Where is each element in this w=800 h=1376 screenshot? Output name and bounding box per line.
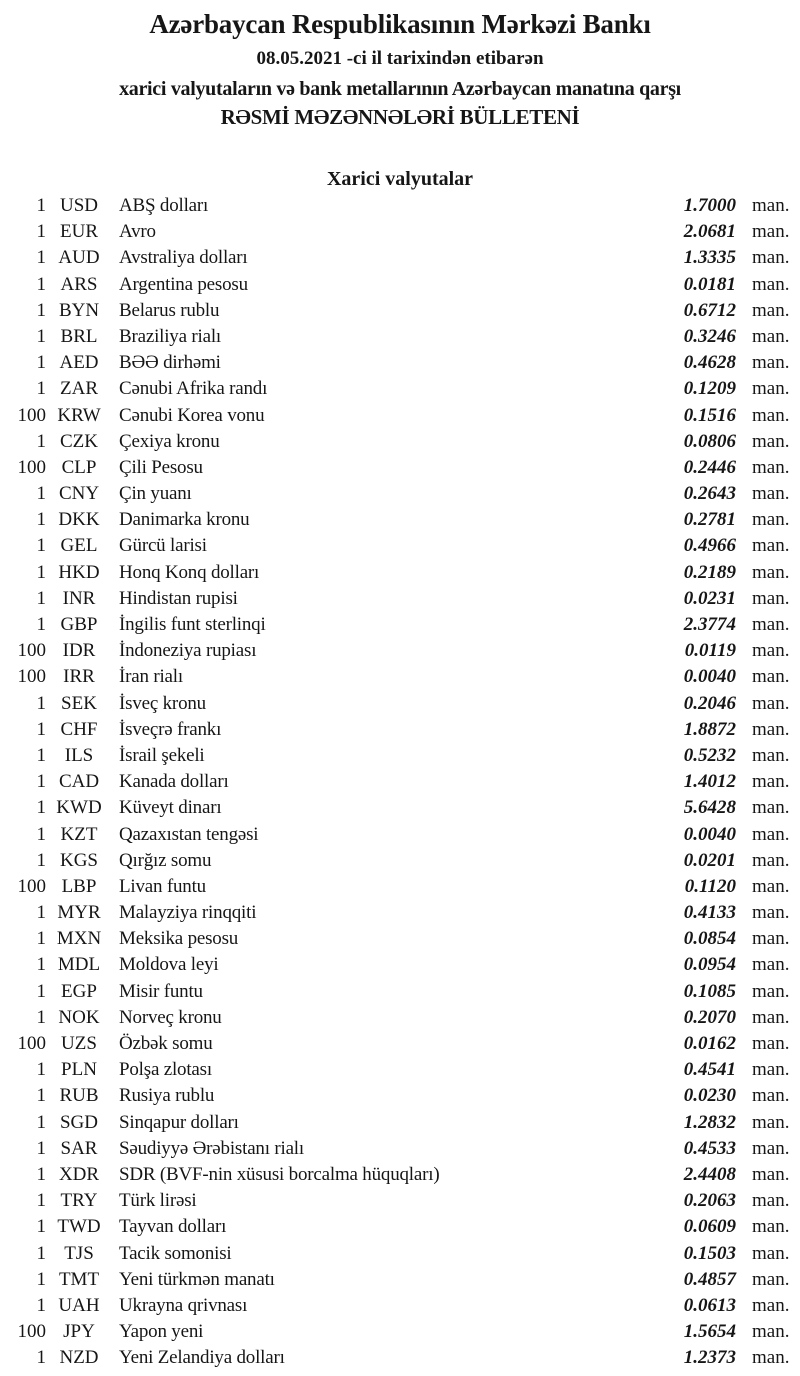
row-unit-label: man.	[752, 718, 790, 740]
rate-row	[0, 612, 800, 638]
row-quantity: 1	[36, 299, 46, 321]
row-rate-value: 0.2446	[683, 456, 736, 478]
row-currency-code: AUD	[58, 247, 100, 269]
row-quantity: 1	[36, 823, 46, 845]
row-currency-code: MDL	[57, 954, 101, 976]
row-currency-code: JPY	[63, 1321, 95, 1343]
row-currency-name: İran rialı	[119, 666, 183, 688]
row-quantity: 1	[36, 247, 46, 269]
row-currency-code: INR	[62, 587, 96, 609]
row-unit-label: man.	[752, 247, 790, 269]
row-rate-value: 0.0806	[683, 430, 736, 452]
rates-table	[0, 193, 800, 1371]
row-currency-code: CNY	[58, 483, 100, 505]
row-quantity: 1	[36, 614, 46, 635]
row-currency-code: CLP	[61, 456, 97, 478]
row-rate-value: 0.0609	[683, 1216, 736, 1238]
row-currency-code: CZK	[60, 430, 98, 452]
row-unit-label: man.	[752, 273, 790, 295]
row-rate-value: 0.3246	[683, 325, 736, 347]
row-currency-name: Tacik somonisi	[119, 1242, 232, 1264]
rate-row	[0, 743, 800, 769]
row-rate-value: 2.0681	[683, 221, 736, 243]
row-currency-code: BYN	[58, 299, 100, 321]
row-currency-name: Yapon yeni	[119, 1321, 204, 1343]
row-unit-label: man.	[752, 195, 790, 216]
row-quantity: 1	[36, 692, 46, 714]
row-currency-name: İngilis funt sterlinqi	[119, 614, 266, 635]
row-quantity: 100	[17, 456, 46, 478]
row-currency-name: Moldova leyi	[119, 954, 219, 976]
row-currency-name: Türk lirəsi	[119, 1190, 197, 1212]
row-currency-name: Qırğız somu	[119, 849, 212, 871]
row-unit-label: man.	[752, 535, 790, 557]
row-quantity: 100	[17, 640, 46, 662]
row-rate-value: 0.0040	[683, 666, 736, 688]
rate-row	[0, 403, 800, 429]
row-unit-label: man.	[752, 1294, 790, 1316]
row-rate-value: 0.4533	[683, 1137, 736, 1159]
row-currency-name: İsveçrə frankı	[119, 718, 222, 740]
rate-row	[0, 324, 800, 350]
row-currency-code: ILS	[64, 744, 94, 766]
row-unit-label: man.	[752, 1085, 790, 1107]
row-currency-name: Cənubi Korea vonu	[119, 404, 265, 426]
rate-row	[0, 1031, 800, 1057]
rate-row	[0, 455, 800, 481]
row-currency-name: Braziliya rialı	[119, 325, 221, 347]
row-unit-label: man.	[752, 561, 790, 583]
row-rate-value: 1.3335	[683, 247, 736, 269]
row-rate-value: 0.6712	[683, 299, 736, 321]
rate-row	[0, 1083, 800, 1109]
row-currency-code: LBP	[61, 875, 97, 897]
row-unit-label: man.	[752, 587, 790, 609]
rate-row	[0, 1319, 800, 1345]
row-rate-value: 1.5654	[683, 1321, 736, 1343]
rate-row	[0, 717, 800, 743]
row-rate-value: 0.4541	[683, 1059, 736, 1081]
row-rate-value: 0.2189	[683, 561, 736, 583]
row-currency-name: Gürcü larisi	[119, 535, 207, 557]
rate-row	[0, 481, 800, 507]
row-quantity: 100	[17, 404, 46, 426]
row-rate-value: 0.1503	[683, 1242, 736, 1264]
row-currency-name: Hindistan rupisi	[119, 587, 238, 609]
row-rate-value: 0.5232	[683, 744, 736, 766]
row-rate-value: 1.8872	[683, 718, 736, 740]
row-quantity: 1	[36, 1216, 46, 1238]
rate-row	[0, 429, 800, 455]
row-currency-name: Cənubi Afrika randı	[119, 378, 268, 400]
row-rate-value: 0.0201	[683, 849, 736, 871]
row-quantity: 1	[36, 1163, 46, 1185]
row-rate-value: 5.6428	[683, 797, 736, 819]
row-currency-name: Argentina pesosu	[119, 273, 248, 295]
row-currency-code: IRR	[63, 666, 95, 688]
row-unit-label: man.	[752, 928, 790, 950]
row-unit-label: man.	[752, 1033, 790, 1054]
row-unit-label: man.	[752, 456, 790, 478]
row-unit-label: man.	[752, 1268, 790, 1290]
row-quantity: 1	[36, 1190, 46, 1212]
row-unit-label: man.	[752, 666, 790, 688]
row-unit-label: man.	[752, 221, 790, 243]
row-quantity: 1	[36, 1242, 46, 1264]
row-quantity: 1	[36, 849, 46, 871]
row-rate-value: 0.1085	[683, 980, 736, 1002]
row-currency-code: ARS	[60, 273, 98, 295]
row-currency-name: İndoneziya rupiası	[119, 640, 257, 662]
row-quantity: 1	[36, 195, 46, 216]
rate-row	[0, 272, 800, 298]
row-unit-label: man.	[752, 1163, 790, 1185]
row-quantity: 1	[36, 980, 46, 1002]
rate-row	[0, 533, 800, 559]
rate-row	[0, 979, 800, 1005]
row-currency-name: Tayvan dolları	[119, 1216, 227, 1238]
row-rate-value: 0.1516	[683, 404, 736, 426]
rate-row	[0, 848, 800, 874]
row-currency-name: Belarus rublu	[119, 299, 220, 321]
rate-row	[0, 1057, 800, 1083]
row-currency-code: KGS	[59, 849, 98, 871]
rate-row	[0, 952, 800, 978]
row-currency-name: İsrail şekeli	[119, 744, 205, 766]
rate-row	[0, 560, 800, 586]
row-currency-name: BƏƏ dirhəmi	[119, 352, 221, 374]
row-currency-code: RUB	[59, 1085, 99, 1107]
row-quantity: 1	[36, 1347, 46, 1369]
row-rate-value: 0.2070	[683, 1006, 736, 1028]
rate-row	[0, 1345, 800, 1371]
row-rate-value: 0.0854	[683, 928, 736, 950]
row-quantity: 100	[17, 1033, 46, 1054]
row-rate-value: 0.4857	[683, 1268, 736, 1290]
row-currency-name: Yeni Zelandiya dolları	[119, 1347, 285, 1369]
rate-row	[0, 1214, 800, 1240]
row-quantity: 1	[36, 1111, 46, 1133]
row-quantity: 1	[36, 378, 46, 400]
row-currency-name: Kanada dolları	[119, 771, 229, 793]
row-quantity: 1	[36, 509, 46, 531]
rate-row	[0, 926, 800, 952]
row-unit-label: man.	[752, 797, 790, 819]
row-quantity: 1	[36, 902, 46, 924]
row-currency-code: KZT	[60, 823, 98, 845]
row-quantity: 100	[17, 1321, 46, 1343]
rate-row	[0, 1293, 800, 1319]
row-rate-value: 1.7000	[683, 195, 736, 216]
row-rate-value: 0.4966	[683, 535, 736, 557]
row-quantity: 1	[36, 1294, 46, 1316]
row-quantity: 1	[36, 221, 46, 243]
row-quantity: 1	[36, 954, 46, 976]
row-quantity: 1	[36, 1137, 46, 1159]
row-quantity: 100	[17, 666, 46, 688]
row-rate-value: 0.0954	[683, 954, 736, 976]
rate-row	[0, 1188, 800, 1214]
rate-row	[0, 638, 800, 664]
row-currency-name: Misir funtu	[119, 980, 203, 1002]
row-rate-value: 1.2832	[683, 1111, 736, 1133]
row-quantity: 1	[36, 352, 46, 374]
row-currency-code: USD	[59, 195, 98, 216]
row-currency-name: Norveç kronu	[119, 1006, 222, 1028]
row-unit-label: man.	[752, 1321, 790, 1343]
row-currency-code: BRL	[60, 325, 98, 347]
bulletin-title: RƏSMİ MƏZƏNNƏLƏRİ BÜLLETENİ	[220, 105, 580, 129]
row-rate-value: 0.1209	[683, 378, 736, 400]
row-currency-name: Yeni türkmən manatı	[119, 1268, 275, 1290]
row-currency-name: İsveç kronu	[119, 692, 206, 714]
row-rate-value: 0.0231	[683, 587, 736, 609]
row-quantity: 1	[36, 771, 46, 793]
row-unit-label: man.	[752, 404, 790, 426]
row-currency-code: AED	[59, 352, 99, 374]
row-quantity: 1	[36, 1006, 46, 1028]
rate-row	[0, 376, 800, 402]
row-currency-name: Danimarka kronu	[119, 509, 250, 531]
row-unit-label: man.	[752, 1242, 790, 1264]
row-currency-name: Çin yuanı	[119, 483, 192, 505]
row-unit-label: man.	[752, 430, 790, 452]
row-rate-value: 1.4012	[683, 771, 736, 793]
row-currency-code: SEK	[61, 692, 97, 714]
row-currency-code: TMT	[58, 1268, 100, 1290]
row-currency-code: HKD	[58, 561, 100, 583]
row-quantity: 1	[36, 1268, 46, 1290]
row-currency-code: KRW	[57, 404, 101, 426]
row-currency-code: DKK	[58, 509, 100, 531]
rate-row	[0, 900, 800, 926]
row-quantity: 1	[36, 797, 46, 819]
row-currency-code: SGD	[59, 1111, 98, 1133]
row-currency-code: NOK	[58, 1006, 100, 1028]
row-rate-value: 0.0613	[683, 1294, 736, 1316]
row-quantity: 1	[36, 430, 46, 452]
row-currency-name: Polşa zlotası	[119, 1059, 212, 1081]
row-unit-label: man.	[752, 954, 790, 976]
rate-row	[0, 874, 800, 900]
row-currency-name: Ukrayna qrivnası	[119, 1294, 248, 1316]
row-currency-code: NZD	[59, 1347, 99, 1369]
row-quantity: 1	[36, 535, 46, 557]
row-unit-label: man.	[752, 692, 790, 714]
row-rate-value: 0.0119	[684, 640, 736, 662]
row-quantity: 1	[36, 483, 46, 505]
rate-row	[0, 193, 800, 219]
subject-line: xarici valyutaların və bank metallarının Azərbaycan manatına qarşı	[119, 78, 681, 100]
rate-row	[0, 795, 800, 821]
row-unit-label: man.	[752, 614, 790, 635]
row-rate-value: 0.2643	[683, 483, 736, 505]
row-unit-label: man.	[752, 771, 790, 793]
rate-row	[0, 507, 800, 533]
row-unit-label: man.	[752, 483, 790, 505]
effective-date-line: 08.05.2021 -ci il tarixindən etibarən	[256, 48, 544, 69]
row-currency-code: MYR	[57, 902, 101, 924]
rate-row	[0, 769, 800, 795]
row-currency-name: Sinqapur dolları	[119, 1111, 239, 1133]
rate-row	[0, 350, 800, 376]
row-unit-label: man.	[752, 509, 790, 531]
row-quantity: 1	[36, 273, 46, 295]
row-currency-code: CHF	[60, 718, 98, 740]
row-rate-value: 0.2063	[683, 1190, 736, 1212]
row-currency-code: SAR	[60, 1137, 98, 1159]
row-quantity: 1	[36, 744, 46, 766]
row-unit-label: man.	[752, 378, 790, 400]
row-currency-code: KWD	[56, 797, 102, 819]
row-quantity: 1	[36, 325, 46, 347]
row-quantity: 1	[36, 1059, 46, 1081]
rate-row	[0, 822, 800, 848]
rate-row	[0, 1241, 800, 1267]
row-rate-value: 0.2781	[683, 509, 736, 531]
section-title-foreign-currencies: Xarici valyutalar	[326, 168, 474, 190]
row-unit-label: man.	[752, 1190, 790, 1212]
row-unit-label: man.	[752, 352, 790, 374]
row-unit-label: man.	[752, 299, 790, 321]
row-currency-code: TRY	[60, 1190, 98, 1212]
row-quantity: 1	[36, 928, 46, 950]
row-unit-label: man.	[752, 823, 790, 845]
row-rate-value: 0.4133	[683, 902, 736, 924]
row-unit-label: man.	[752, 1059, 790, 1081]
row-unit-label: man.	[752, 1216, 790, 1238]
row-unit-label: man.	[752, 1111, 790, 1133]
row-rate-value: 2.3774	[683, 614, 736, 635]
row-unit-label: man.	[752, 980, 790, 1002]
row-quantity: 1	[36, 561, 46, 583]
row-unit-label: man.	[752, 1347, 790, 1369]
rate-row	[0, 219, 800, 245]
row-unit-label: man.	[752, 744, 790, 766]
row-rate-value: 0.2046	[683, 692, 736, 714]
row-currency-code: XDR	[58, 1163, 100, 1185]
bank-name-title: Azərbaycan Respublikasının Mərkəzi Bankı	[149, 9, 651, 39]
row-currency-code: ZAR	[60, 378, 98, 400]
rate-row	[0, 245, 800, 271]
row-unit-label: man.	[752, 1137, 790, 1159]
row-currency-code: TWD	[57, 1216, 101, 1238]
rate-row	[0, 586, 800, 612]
row-currency-code: GEL	[60, 535, 98, 557]
row-currency-name: Honq Konq dolları	[119, 561, 260, 583]
rate-row	[0, 1136, 800, 1162]
rate-row	[0, 664, 800, 690]
row-currency-name: Qazaxıstan tengəsi	[119, 823, 259, 845]
row-unit-label: man.	[752, 902, 790, 924]
row-currency-name: Çexiya kronu	[119, 430, 220, 452]
row-quantity: 100	[17, 875, 46, 897]
row-currency-name: ABŞ dolları	[119, 195, 209, 216]
rate-row	[0, 298, 800, 324]
row-unit-label: man.	[752, 1006, 790, 1028]
rate-row	[0, 1005, 800, 1031]
row-currency-code: PLN	[61, 1059, 97, 1081]
rate-row	[0, 1110, 800, 1136]
row-rate-value: 0.0040	[683, 823, 736, 845]
row-rate-value: 0.4628	[683, 352, 736, 374]
row-currency-name: Özbək somu	[119, 1033, 213, 1054]
rate-row	[0, 1267, 800, 1293]
row-currency-code: MXN	[56, 928, 102, 950]
row-currency-code: IDR	[62, 640, 96, 662]
rate-row	[0, 691, 800, 717]
row-rate-value: 0.0230	[683, 1085, 736, 1107]
document-header	[0, 8, 800, 129]
row-currency-code: EGP	[61, 980, 97, 1002]
rate-row	[0, 1162, 800, 1188]
row-rate-value: 0.0181	[683, 273, 736, 295]
row-unit-label: man.	[752, 325, 790, 347]
row-currency-name: Səudiyyə Ərəbistanı rialı	[119, 1137, 304, 1159]
row-rate-value: 1.2373	[683, 1347, 736, 1369]
row-quantity: 1	[36, 1085, 46, 1107]
row-currency-name: SDR (BVF-nin xüsusi borcalma hüquqları)	[119, 1163, 440, 1185]
row-currency-code: CAD	[58, 771, 100, 793]
row-currency-code: UZS	[61, 1033, 97, 1054]
row-unit-label: man.	[752, 849, 790, 871]
row-currency-name: Malayziya rinqqiti	[119, 902, 257, 924]
row-rate-value: 0.1120	[684, 875, 736, 897]
row-currency-name: Küveyt dinarı	[119, 797, 222, 819]
row-quantity: 1	[36, 587, 46, 609]
row-quantity: 1	[36, 718, 46, 740]
row-unit-label: man.	[752, 640, 790, 662]
row-currency-code: UAH	[58, 1294, 100, 1316]
row-currency-name: Avstraliya dolları	[119, 247, 248, 269]
row-currency-code: TJS	[64, 1242, 94, 1264]
row-currency-name: Livan funtu	[119, 875, 206, 897]
row-currency-code: EUR	[60, 221, 98, 243]
row-currency-name: Meksika pesosu	[119, 928, 239, 950]
row-currency-name: Rusiya rublu	[119, 1085, 215, 1107]
row-currency-name: Çili Pesosu	[119, 456, 203, 478]
row-currency-name: Avro	[119, 221, 156, 243]
row-rate-value: 2.4408	[683, 1163, 736, 1185]
row-unit-label: man.	[752, 875, 790, 897]
row-rate-value: 0.0162	[683, 1033, 736, 1054]
row-currency-code: GBP	[60, 614, 98, 635]
